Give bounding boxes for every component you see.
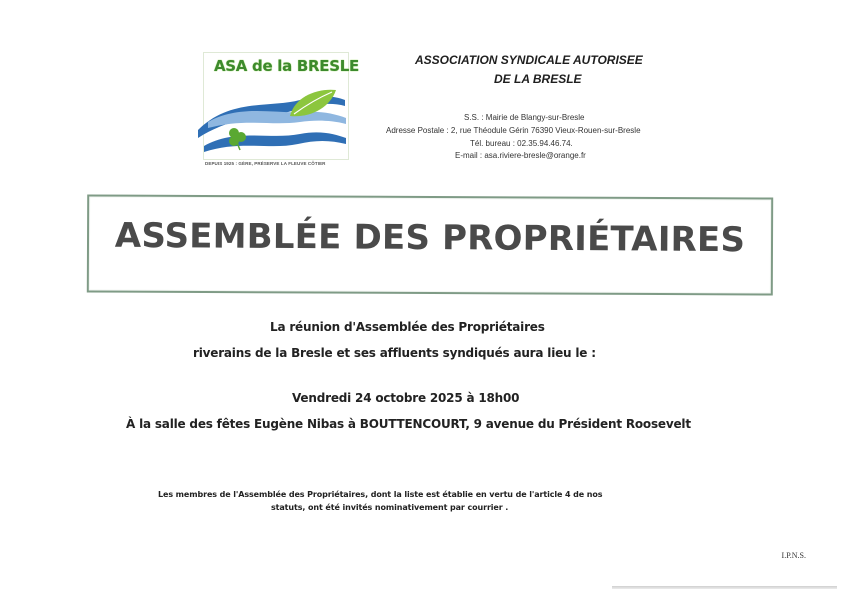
ipns-mention: I.P.N.S. xyxy=(781,551,806,560)
page-title: ASSEMBLÉE DES PROPRIÉTAIRES xyxy=(114,215,746,261)
logo-waves-icon xyxy=(190,78,350,158)
logo-title: ASA de la BRESLE xyxy=(214,57,359,75)
org-name-line2: DE LA BRESLE xyxy=(494,72,582,86)
postal-address: Adresse Postale : 2, rue Théodule Gérin 76390 Vieux-Rouen-sur-Bresle xyxy=(386,126,641,135)
scan-edge xyxy=(612,586,837,589)
registered-seat: S.S. : Mairie de Blangy-sur-Bresle xyxy=(464,113,585,122)
org-name-line1: ASSOCIATION SYNDICALE AUTORISEE xyxy=(415,53,643,67)
invitation-note-line1: Les membres de l'Assemblée des Propriétaires, dont la liste est établie en vertu de l'article 4 de nos xyxy=(158,490,603,499)
phone-number: Tél. bureau : 02.35.94.46.74. xyxy=(470,139,573,148)
meeting-date: Vendredi 24 octobre 2025 à 18h00 xyxy=(292,391,520,405)
email-address: E-mail : asa.riviere-bresle@orange.fr xyxy=(455,151,586,160)
announcement-line1: La réunion d'Assemblée des Propriétaires xyxy=(270,320,545,334)
logo-tagline: DEPUIS 1925 : GÈRE, PRÉSERVE LA FLEUVE CÔTIER xyxy=(205,161,326,166)
announcement-line2: riverains de la Bresle et ses affluents syndiqués aura lieu le : xyxy=(193,346,596,360)
meeting-venue: À la salle des fêtes Eugène Nibas à BOUTTENCOURT, 9 avenue du Président Roosevelt xyxy=(126,417,691,431)
invitation-note-line2: statuts, ont été invités nominativement par courrier . xyxy=(271,503,509,512)
